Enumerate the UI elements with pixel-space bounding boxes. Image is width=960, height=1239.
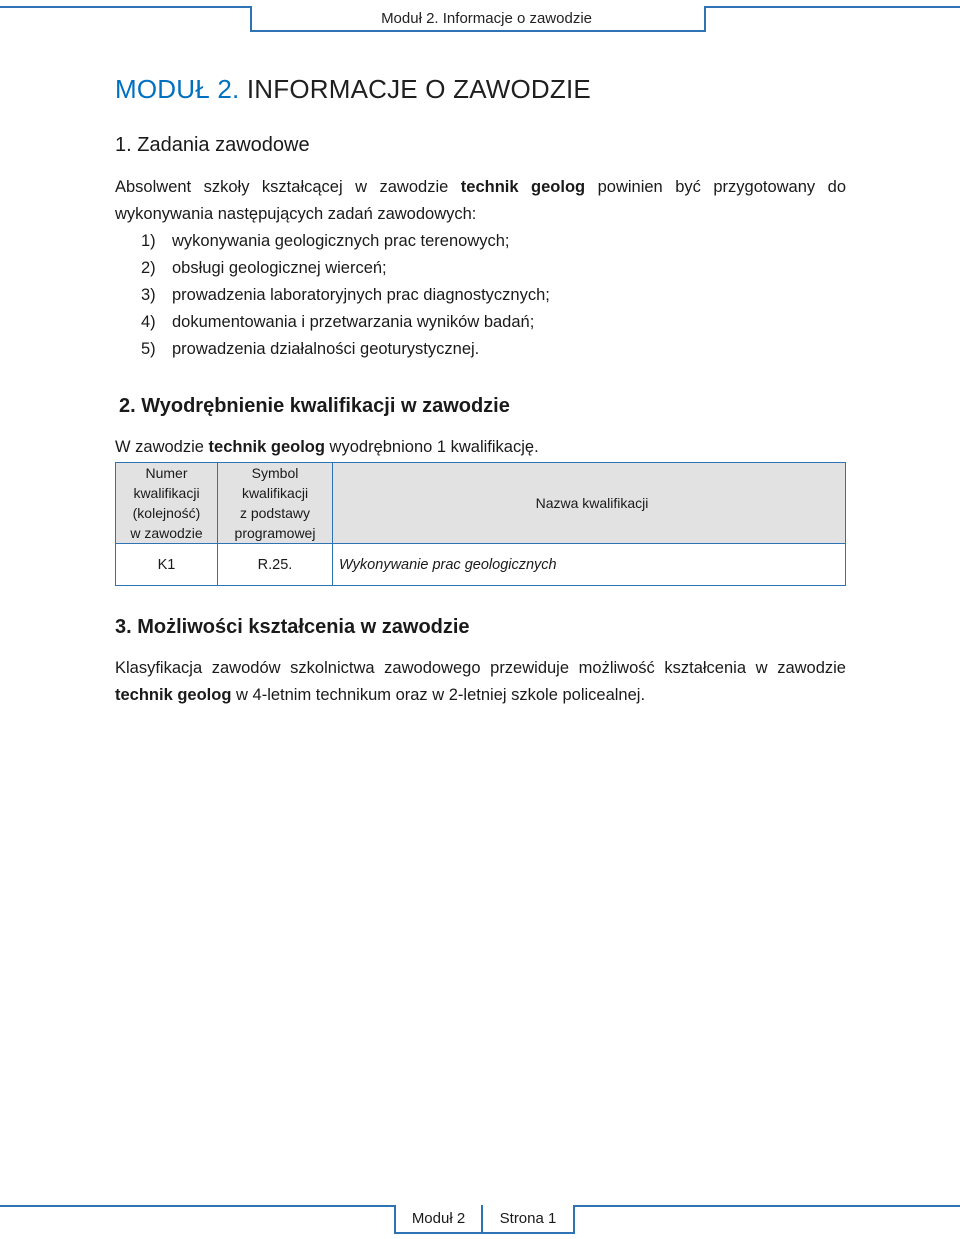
list-item-text: obsługi geologicznej wierceń; <box>172 259 387 277</box>
table-header-row <box>116 463 846 544</box>
list-item-number: 2) <box>141 259 156 277</box>
body-text: Klasyfikacja zawodów szkolnictwa zawodowego przewiduje możliwość kształcenia w zawodzie <box>115 659 846 677</box>
section2-heading-text: 2. Wyodrębnienie kwalifikacji w zawodzie <box>119 395 510 417</box>
header-name <box>333 463 846 544</box>
footer-line-right <box>575 1205 960 1207</box>
section1-heading: 1. Zadania zawodowe <box>115 134 310 156</box>
body-text-end: w 4-letnim technikum oraz w 2-letniej szkole policealnej. <box>231 686 646 704</box>
list-item <box>141 336 550 363</box>
section1-intro <box>115 174 846 228</box>
section2-intro <box>115 434 846 461</box>
list-item-text: wykonywania geologicznych prac terenowych; <box>172 232 510 250</box>
header-line: w zawodzie <box>130 525 203 541</box>
intro-profession: technik geolog <box>460 178 586 196</box>
list-item-number: 3) <box>141 286 156 304</box>
section2-heading <box>119 395 510 418</box>
task-list <box>141 228 550 363</box>
list-item <box>141 282 550 309</box>
header-line: kwalifikacji <box>133 485 200 501</box>
cell-number: K1 <box>116 544 218 586</box>
header-symbol <box>218 463 333 544</box>
qualification-table <box>115 462 846 586</box>
intro-profession: technik geolog <box>208 438 325 456</box>
profession-name: technik geolog <box>115 686 232 704</box>
list-item-number: 4) <box>141 313 156 331</box>
list-item-text: prowadzenia laboratoryjnych prac diagnostycznych; <box>172 286 550 304</box>
header-line: Numer <box>145 465 188 481</box>
section3-text <box>115 655 846 709</box>
page-title <box>115 74 591 105</box>
header-line-left <box>0 6 250 8</box>
intro-text: W zawodzie <box>115 438 209 456</box>
header-line: Symbol <box>251 465 299 481</box>
list-item-number: 1) <box>141 232 156 250</box>
list-item <box>141 228 550 255</box>
header-text: Moduł 2. Informacje o zawodzie <box>381 10 592 27</box>
intro-text: Absolwent szkoły kształcącej w zawodzie <box>115 178 461 196</box>
intro-text-end: powinien być przygotowany do wykonywania następujących zadań zawodowych: <box>115 178 846 223</box>
list-item <box>141 255 550 282</box>
header-line: programowej <box>234 525 316 541</box>
list-item-number: 5) <box>141 340 156 358</box>
section3-heading-text: 3. Możliwości kształcenia w zawodzie <box>115 616 470 638</box>
footer-module: Moduł 2 <box>394 1205 483 1234</box>
list-item-text: prowadzenia działalności geoturystycznej. <box>172 340 480 358</box>
list-item-text: dokumentowania i przetwarzania wyników badań; <box>172 313 535 331</box>
header-line: Nazwa kwalifikacji <box>535 495 649 511</box>
header-number <box>116 463 218 544</box>
section3-heading <box>115 616 470 639</box>
intro-text-end: wyodrębniono 1 kwalifikację. <box>324 438 539 456</box>
footer-line-left <box>0 1205 394 1207</box>
page-title-prefix: MODUŁ 2. <box>115 74 240 104</box>
cell-name: Wykonywanie prac geologicznych <box>333 544 846 586</box>
footer-page-number: Strona 1 <box>483 1205 575 1234</box>
list-item <box>141 309 550 336</box>
header-line: (kolejność) <box>132 505 201 521</box>
header-line: kwalifikacji <box>241 485 309 501</box>
page-title-rest: INFORMACJE O ZAWODZIE <box>246 74 591 104</box>
header-line-right <box>706 6 960 8</box>
header-line: z podstawy <box>239 505 311 521</box>
cell-symbol: R.25. <box>218 544 333 586</box>
table-row <box>116 544 846 586</box>
